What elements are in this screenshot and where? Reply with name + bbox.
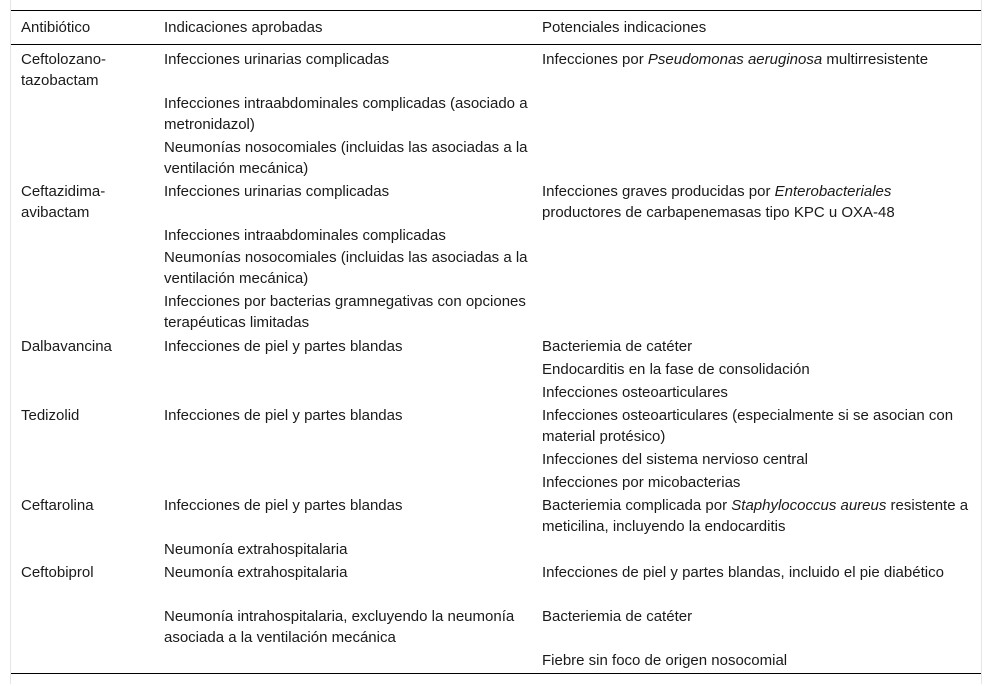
table-container bbox=[10, 0, 982, 684]
potential-indication: Infecciones de piel y partes blandas, incluido el pie diabético bbox=[542, 564, 944, 581]
table-header bbox=[11, 10, 981, 45]
antibiotic-name: Ceftolozano-tazobactam bbox=[21, 51, 107, 89]
organism-name: Staphylococcus aureus bbox=[731, 497, 887, 514]
potential-indication: Fiebre sin foco de origen nosocomial bbox=[542, 652, 788, 669]
potential-indication: Infecciones del sistema nervioso central bbox=[542, 451, 808, 468]
organism-name: Pseudomonas aeruginosa bbox=[647, 51, 823, 68]
approved-indication: Neumonías nosocomiales (incluidas las asociadas a la ventilación mecánica) bbox=[164, 249, 528, 287]
approved-indication: Neumonías nosocomiales (incluidas las asociadas a la ventilación mecánica) bbox=[164, 139, 528, 177]
approved-indication: Neumonía extrahospitalaria bbox=[164, 541, 348, 558]
organism-name: Enterobacteriales bbox=[774, 183, 892, 200]
antibiotics-table bbox=[11, 10, 981, 673]
header-potential: Potenciales indicaciones bbox=[542, 19, 707, 36]
antibiotic-name: Ceftazidima-avibactam bbox=[21, 183, 106, 221]
approved-indication: Infecciones intraabdominales complicadas (asociado a metronidazol) bbox=[164, 95, 528, 133]
approved-indication: Infecciones de piel y partes blandas bbox=[164, 497, 403, 514]
approved-indication: Infecciones de piel y partes blandas bbox=[164, 338, 403, 355]
potential-indication: Infecciones osteoarticulares (especialmente si se asocian con material protésico) bbox=[542, 407, 954, 445]
potential-indication: Infecciones por Pseudomonas aeruginosa multirresistente bbox=[542, 51, 929, 68]
approved-indication: Neumonía intrahospitalaria, excluyendo la neumonía asociada a la ventilación mecánica bbox=[164, 608, 515, 646]
antibiotic-name: Tedizolid bbox=[21, 407, 80, 424]
approved-indication: Infecciones urinarias complicadas bbox=[164, 183, 390, 200]
header-antibiotic: Antibiótico bbox=[21, 19, 91, 36]
approved-indication: Neumonía extrahospitalaria bbox=[164, 564, 348, 581]
potential-indication: Endocarditis en la fase de consolidación bbox=[542, 361, 810, 378]
potential-indication: Infecciones graves producidas por Enterobacteriales productores de carbapenemasas tipo KPC u OXA-48 bbox=[542, 183, 895, 221]
antibiotic-name: Ceftobiprol bbox=[21, 564, 94, 581]
approved-indication: Infecciones urinarias complicadas bbox=[164, 51, 390, 68]
antibiotic-name: Ceftarolina bbox=[21, 497, 94, 514]
table-bottom-rule bbox=[11, 673, 981, 674]
table-body bbox=[11, 45, 981, 673]
potential-indication: Infecciones por micobacterias bbox=[542, 474, 741, 491]
potential-indication: Bacteriemia de catéter bbox=[542, 608, 693, 625]
approved-indication: Infecciones intraabdominales complicadas bbox=[164, 227, 446, 244]
antibiotic-name: Dalbavancina bbox=[21, 338, 112, 355]
approved-indication: Infecciones por bacterias gramnegativas con opciones terapéuticas limitadas bbox=[164, 293, 526, 331]
potential-indication: Bacteriemia de catéter bbox=[542, 338, 693, 355]
header-approved: Indicaciones aprobadas bbox=[164, 19, 323, 36]
potential-indication: Bacteriemia complicada por Staphylococcus aureus resistente a meticilina, incluyendo la endocarditis bbox=[542, 497, 969, 535]
approved-indication: Infecciones de piel y partes blandas bbox=[164, 407, 403, 424]
potential-indication: Infecciones osteoarticulares bbox=[542, 384, 728, 401]
